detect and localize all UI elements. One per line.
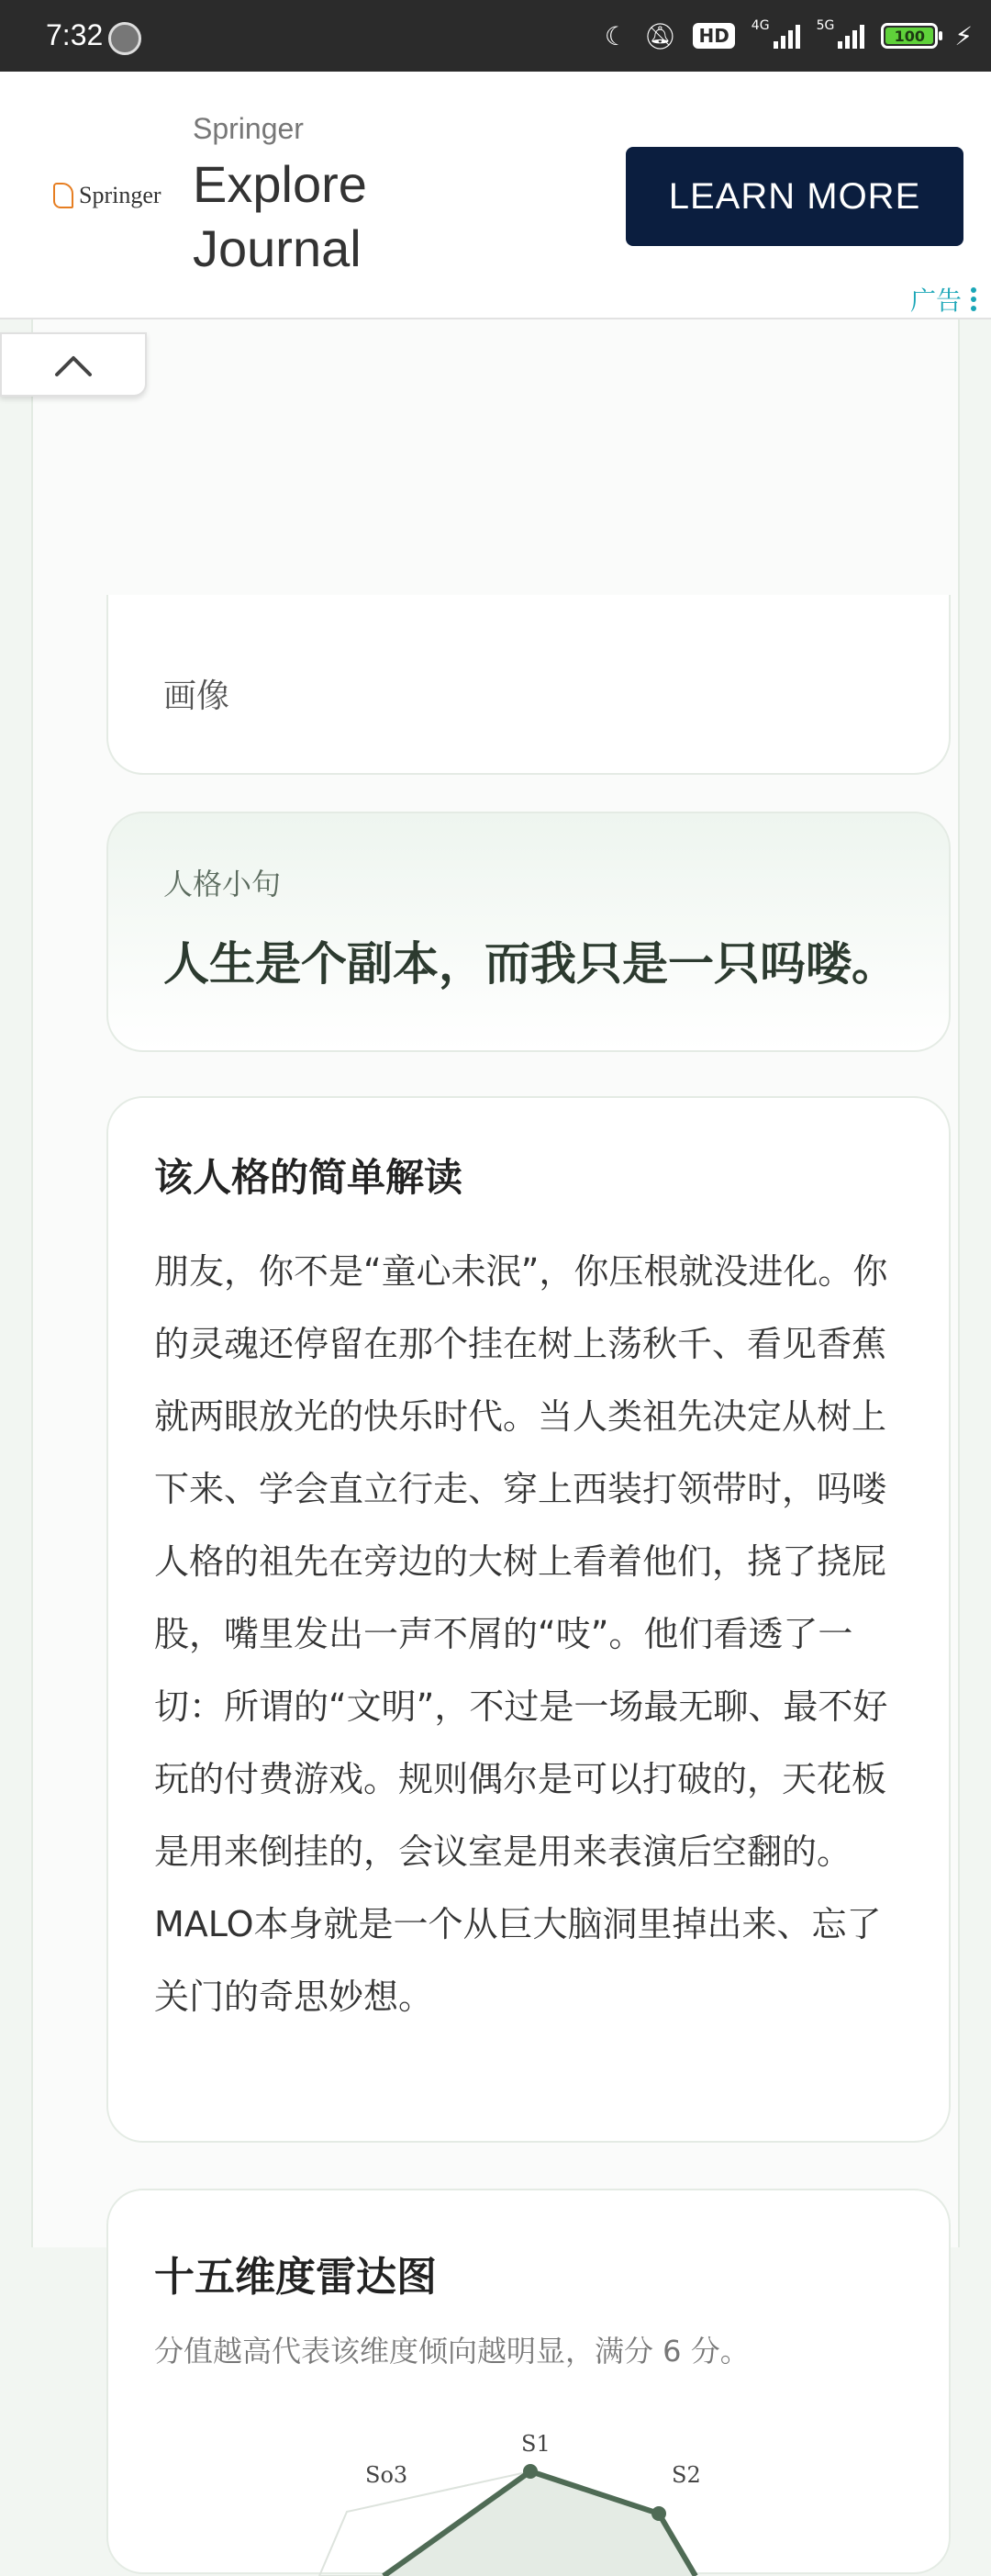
- hd-icon: HD: [693, 23, 734, 49]
- interpretation-title: 该人格的简单解读: [154, 1155, 463, 1200]
- ad-brand: Springer: [193, 112, 304, 145]
- ad-banner[interactable]: [0, 72, 991, 319]
- springer-logo: [53, 182, 161, 209]
- springer-logo-text: Springer: [79, 182, 161, 208]
- network-4g-label: 4G: [751, 18, 770, 33]
- status-icons: [605, 15, 973, 57]
- springer-horse-icon: [53, 183, 73, 208]
- radar-subtitle: 分值越高代表该维度倾向越明显，满分 6 分。: [154, 2334, 750, 2369]
- personality-quote-card: [106, 812, 951, 1052]
- radar-label-s2: S2: [672, 2462, 701, 2488]
- radar-title: 十五维度雷达图: [154, 2254, 437, 2301]
- radar-point-s2: [651, 2506, 666, 2521]
- mute-icon: 🔕︎: [643, 20, 677, 51]
- battery-icon: [881, 23, 938, 49]
- charging-icon: ⚡: [954, 20, 973, 51]
- status-time: 7:32: [46, 18, 104, 51]
- ad-label-text: 广告: [909, 286, 962, 316]
- radar-label-s1: S1: [521, 2431, 551, 2457]
- radar-chart: [108, 2190, 952, 2576]
- content-panel: [31, 319, 960, 2488]
- collapse-ad-button[interactable]: [0, 332, 147, 397]
- ad-title: Explore Journal: [193, 155, 367, 277]
- battery-level: 100: [885, 28, 933, 44]
- quote-label: 人格小句: [163, 867, 282, 902]
- moon-icon: ☾: [604, 20, 628, 51]
- more-options-icon[interactable]: [971, 287, 976, 311]
- signal-5g-icon: [838, 23, 864, 49]
- learn-more-button[interactable]: LEARN MORE: [626, 147, 963, 246]
- chevron-up-icon: [51, 349, 95, 380]
- signal-4g-icon: [774, 23, 800, 49]
- radar-point-s1: [523, 2464, 538, 2479]
- ad-label[interactable]: [910, 281, 976, 318]
- interpretation-body: 朋友，你不是“童心未泯”，你压根就没进化。你的灵魂还停留在那个挂在树上荡秋千、看见香蕉就两眼放光的快乐时代。当人类祖先决定从树上下来、学会直立行走、穿上西装打领带时，吗喽人格的祖先在旁边的大树上看着他们，挠了挠屁股，嘴里发出一声不屑的“吱”。他们看透了一切：所谓的“文明”，不过是一场最无聊、最不好玩的付费游戏。规则偶尔是可以打破的，天花板是用来倒挂的，会议室是用来表演后空翻的。MALO本身就是一个从巨大脑洞里掉出来、忘了关门的奇思妙想。: [154, 1251, 888, 2017]
- radar-label-so3: So3: [365, 2462, 408, 2488]
- portrait-card-text: 画像: [163, 678, 230, 715]
- status-bar: [0, 0, 991, 72]
- app-notification-icon: [108, 22, 141, 55]
- quote-text: 人生是个副本，而我只是一只吗喽。: [163, 937, 897, 991]
- portrait-card: [106, 595, 951, 775]
- interpretation-card: [106, 1096, 951, 2143]
- network-5g-label: 5G: [816, 18, 835, 33]
- radar-area: [384, 2471, 696, 2576]
- radar-card: [106, 2189, 951, 2574]
